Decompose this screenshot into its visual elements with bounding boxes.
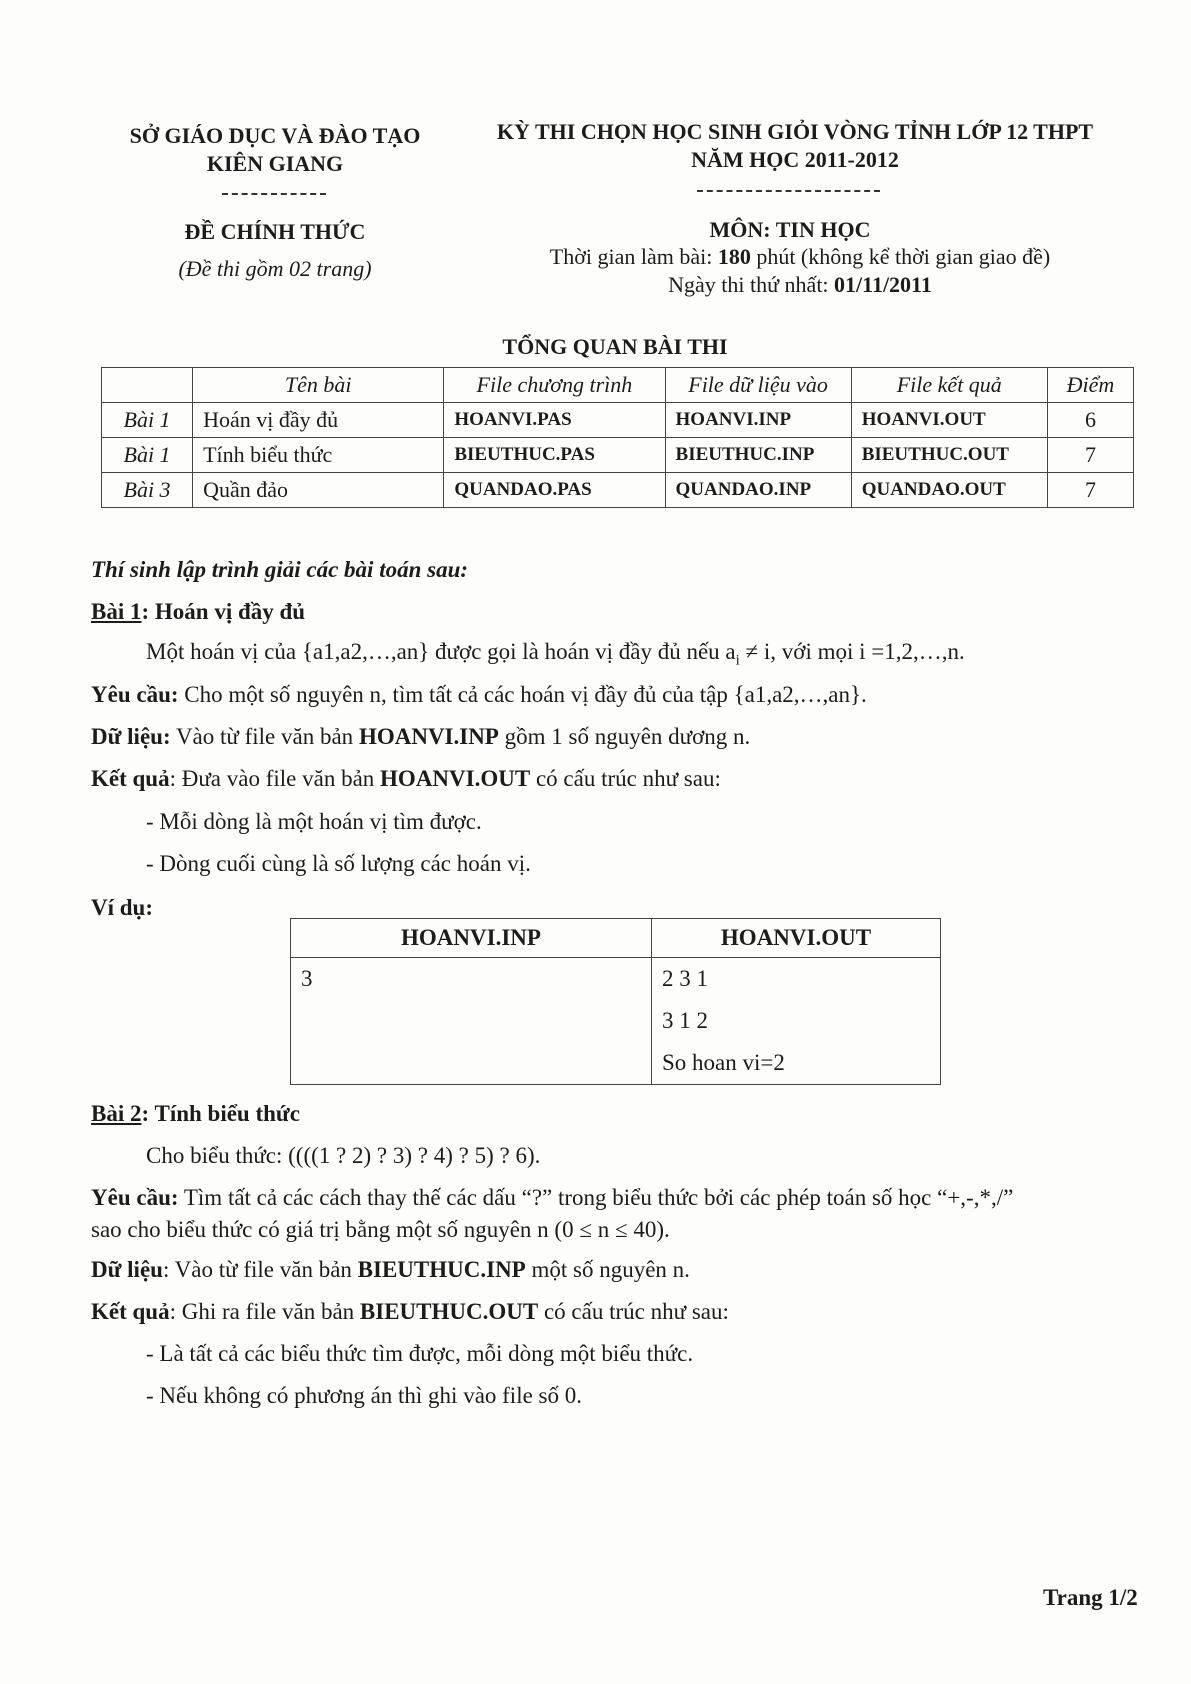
table-row: Bài 3 Quần đảo QUANDAO.PAS QUANDAO.INP QUANDAO.OUT 7 [102,473,1134,508]
bai2-bullet-2: - Nếu không có phương án thì ghi vào file số 0. [146,1383,583,1408]
time-value: 180 [717,244,751,269]
department-name: SỞ GIÁO DỤC VÀ ĐÀO TẠO [129,123,421,148]
output-line: So hoan vi=2 [662,1050,785,1075]
overview-title: TỔNG QUAN BÀI THI [502,334,728,359]
exam-date: Ngày thi thứ nhất: 01/11/2011 [668,272,932,297]
bai2-heading: Bài 2: Tính biểu thức [91,1101,300,1126]
table-header-row: HOANVI.INP HOANVI.OUT [291,919,941,958]
table-row [291,958,941,1085]
school-year: NĂM HỌC 2011-2012 [691,147,899,172]
intro-text: Thí sinh lập trình giải các bài toán sau: [91,557,469,582]
overview-table [101,367,1134,508]
example-label: Ví dụ: [91,895,153,920]
pages-note: (Đề thi gồm 02 trang) [178,256,372,281]
divider-right [697,190,880,192]
table-header-row: Tên bài File chương trình File dữ liệu vào File kết quả Điểm [102,368,1134,403]
exam-title: KỲ THI CHỌN HỌC SINH GIỎI VÒNG TỈNH LỚP 12 THPT [496,119,1094,144]
bai1-output: Kết quả: Đưa vào file văn bản HOANVI.OUT có cấu trúc như sau: [91,766,721,791]
table-row: Bài 1 Tính biểu thức BIEUTHUC.PAS BIEUTHUC.INP BIEUTHUC.OUT 7 [102,438,1134,473]
official-label: ĐỀ CHÍNH THỨC [184,219,366,244]
bai1-bullet-2: - Dòng cuối cùng là số lượng các hoán vị. [146,851,531,876]
bai2-requirement: Yêu cầu: Tìm tất cả các cách thay thế các dấu “?” trong biểu thức bởi các phép toán số học “+,-,*,/” [91,1185,1014,1210]
bai1-definition: Một hoán vị của {a1,a2,…,an} được gọi là hoán vị đầy đủ nếu $a_i \ne i$, với mọi i =1,2,…,n. [146,639,965,669]
bai1-bullet-1: - Mỗi dòng là một hoán vị tìm được. [146,809,482,834]
table-row: Bài 1 Hoán vị đầy đủ HOANVI.PAS HOANVI.INP HOANVI.OUT 6 [102,403,1134,438]
province-name: KIÊN GIANG [206,151,344,176]
bai2-bullet-1: - Là tất cả các biểu thức tìm được, mỗi dòng một biểu thức. [146,1341,694,1366]
bai2-output: Kết quả: Ghi ra file văn bản BIEUTHUC.OUT có cấu trúc như sau: [91,1299,729,1324]
bai2-requirement-cont: sao cho biểu thức có giá trị bằng một số nguyên n (0 ≤ n ≤ 40). [91,1217,670,1242]
example-table [290,918,941,1085]
output-line: 2 3 1 [662,966,708,991]
output-line: 3 1 2 [662,1008,708,1033]
bai2-input: Dữ liệu: Vào từ file văn bản BIEUTHUC.INP một số nguyên n. [91,1257,690,1282]
bai1-heading: Bài 1: Hoán vị đầy đủ [91,599,306,624]
time-info: Thời gian làm bài: 180 phút (không kể thời gian giao đề) [549,244,1051,269]
exam-block [455,118,1135,174]
department-block [110,122,440,178]
bai1-input: Dữ liệu: Vào từ file văn bản HOANVI.INP gồm 1 số nguyên dương n. [91,724,751,749]
page-number: Trang 1/2 [1043,1585,1138,1610]
subject: MÔN: TIN HỌC [709,217,871,242]
date-value: 01/11/2011 [834,272,932,297]
divider-left [222,193,326,195]
input-line: 3 [301,966,313,991]
bai2-expression: Cho biểu thức: ((((1 ? 2) ? 3) ? 4) ? 5) ? 6). [146,1143,541,1168]
bai1-requirement: Yêu cầu: Cho một số nguyên n, tìm tất cả các hoán vị đầy đủ của tập {a1,a2,…,an}. [91,682,867,707]
